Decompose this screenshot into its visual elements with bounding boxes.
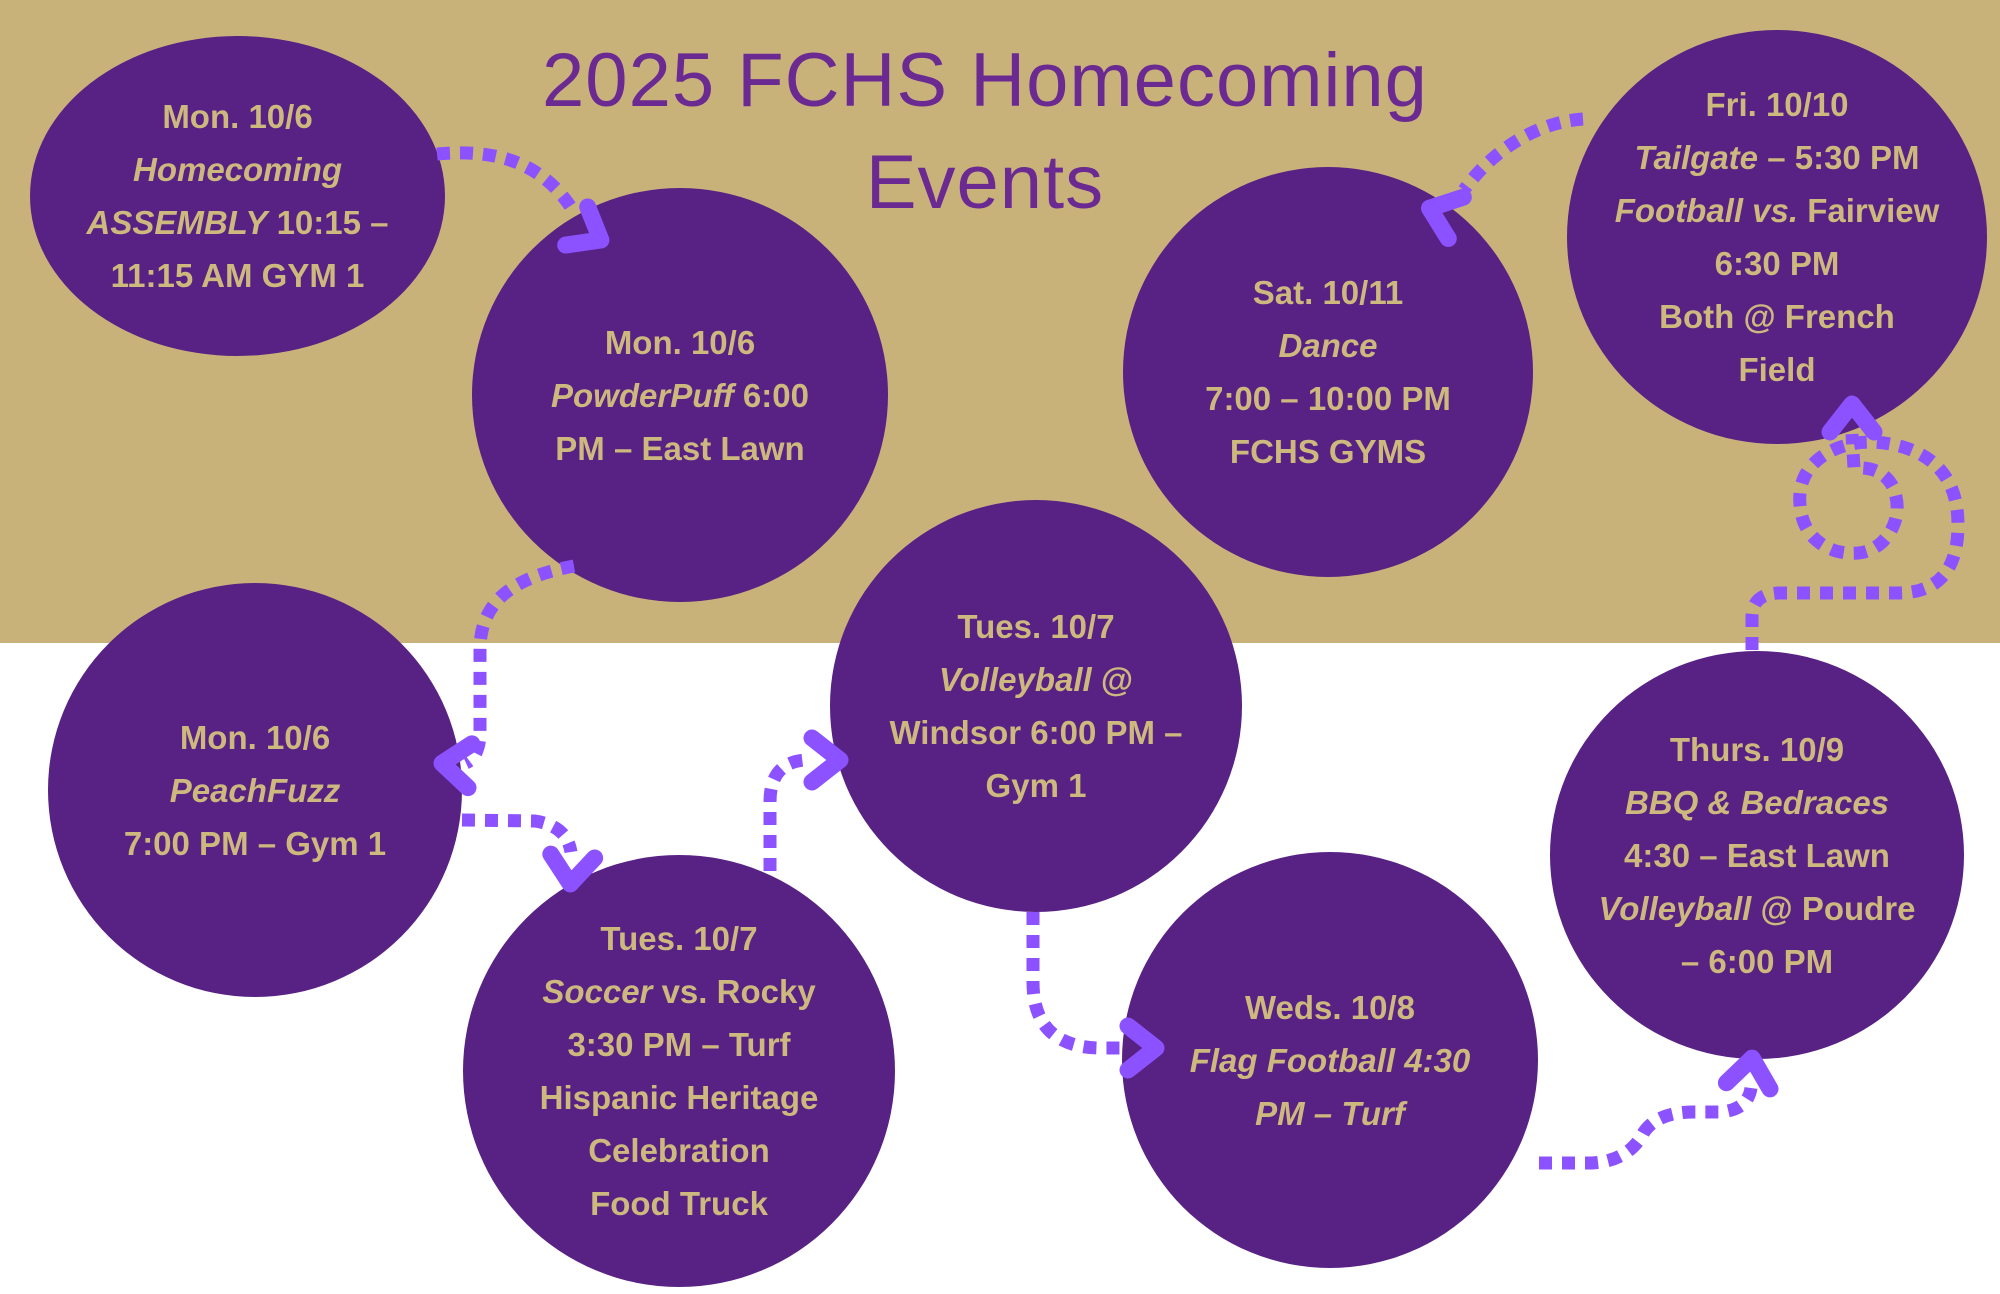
event-text-line: Sat. 10/11 [1252,274,1404,311]
event-circle-powderpuff [472,188,888,602]
event-text-line: Mon. 10/6 [179,718,331,756]
event-text-line: BBQ & Bedraces [1624,783,1890,821]
event-text-line: PowderPuff 6:00 [551,376,809,414]
event-text-line: Volleyball @ Poudre [1598,889,1916,927]
event-text-line: Celebration [588,1132,770,1169]
event-circle-dance [1123,167,1533,577]
event-text-line: FCHS GYMS [1229,433,1427,470]
arrow-flag-football-to-bbq [1539,1055,1774,1163]
event-text-line: Thurs. 10/9 [1669,730,1845,768]
event-text-line: Tues. 10/7 [957,608,1115,645]
event-text-line: Dance [1278,327,1378,364]
event-text-line: Flag Football 4:30 [1189,1041,1471,1079]
arrowhead-icon [1726,1055,1773,1089]
event-text-line: Fri. 10/10 [1705,86,1849,123]
event-text-line: 7:00 – 10:00 PM [1205,380,1451,417]
event-text-line: PM – Turf [1255,1094,1405,1132]
event-text-line: Gym 1 [985,767,1087,804]
event-circle-homecoming-assembly [30,36,445,356]
event-text-line: – 6:00 PM [1680,942,1834,980]
event-text-line: Food Truck [590,1185,768,1222]
event-text-line: Hispanic Heritage [539,1079,819,1116]
event-circle-flag-football [1122,852,1538,1268]
event-text-line: Tailgate – 5:30 PM [1634,139,1920,176]
event-text-line: Football vs. Fairview [1614,192,1940,229]
event-text-line: ASSEMBLY 10:15 – [86,204,389,241]
event-circle-tailgate-football [1567,30,1987,444]
arrow-soccer-to-volleyball [770,738,840,871]
arrow-peachfuzz-to-soccer [462,820,595,886]
event-text-line: 3:30 PM – Turf [567,1026,791,1063]
event-text-line: PeachFuzz [169,771,341,809]
event-text-line: Windsor 6:00 PM – [889,714,1183,751]
event-text-line: Soccer vs. Rocky [542,973,816,1010]
event-text-line: 6:30 PM [1714,245,1840,282]
event-circle-peachfuzz [48,583,462,997]
event-text-line: Field [1738,351,1816,388]
page-title-line2: Events [865,140,1105,225]
event-circle-volleyball-at-windsor [830,500,1242,912]
event-circle-bbq-bedraces [1550,651,1964,1059]
event-text-line: PM – East Lawn [555,429,805,467]
event-text-line: Weds. 10/8 [1245,988,1415,1026]
event-text-line: Tues. 10/7 [600,920,758,957]
event-text-line: Both @ French [1659,298,1895,335]
event-text-line: 11:15 AM GYM 1 [110,257,365,294]
event-text-line: 4:30 – East Lawn [1624,836,1890,874]
event-text-line: Volleyball @ [938,661,1134,698]
event-text-line: 7:00 PM – Gym 1 [123,824,387,862]
event-text-line: Homecoming [132,151,343,188]
page-title-line1: 2025 FCHS Homecoming [542,38,1428,123]
event-text-line: Mon. 10/6 [162,98,313,135]
event-circle-soccer-vs-rocky [463,855,895,1287]
event-text-line: Mon. 10/6 [604,323,756,361]
